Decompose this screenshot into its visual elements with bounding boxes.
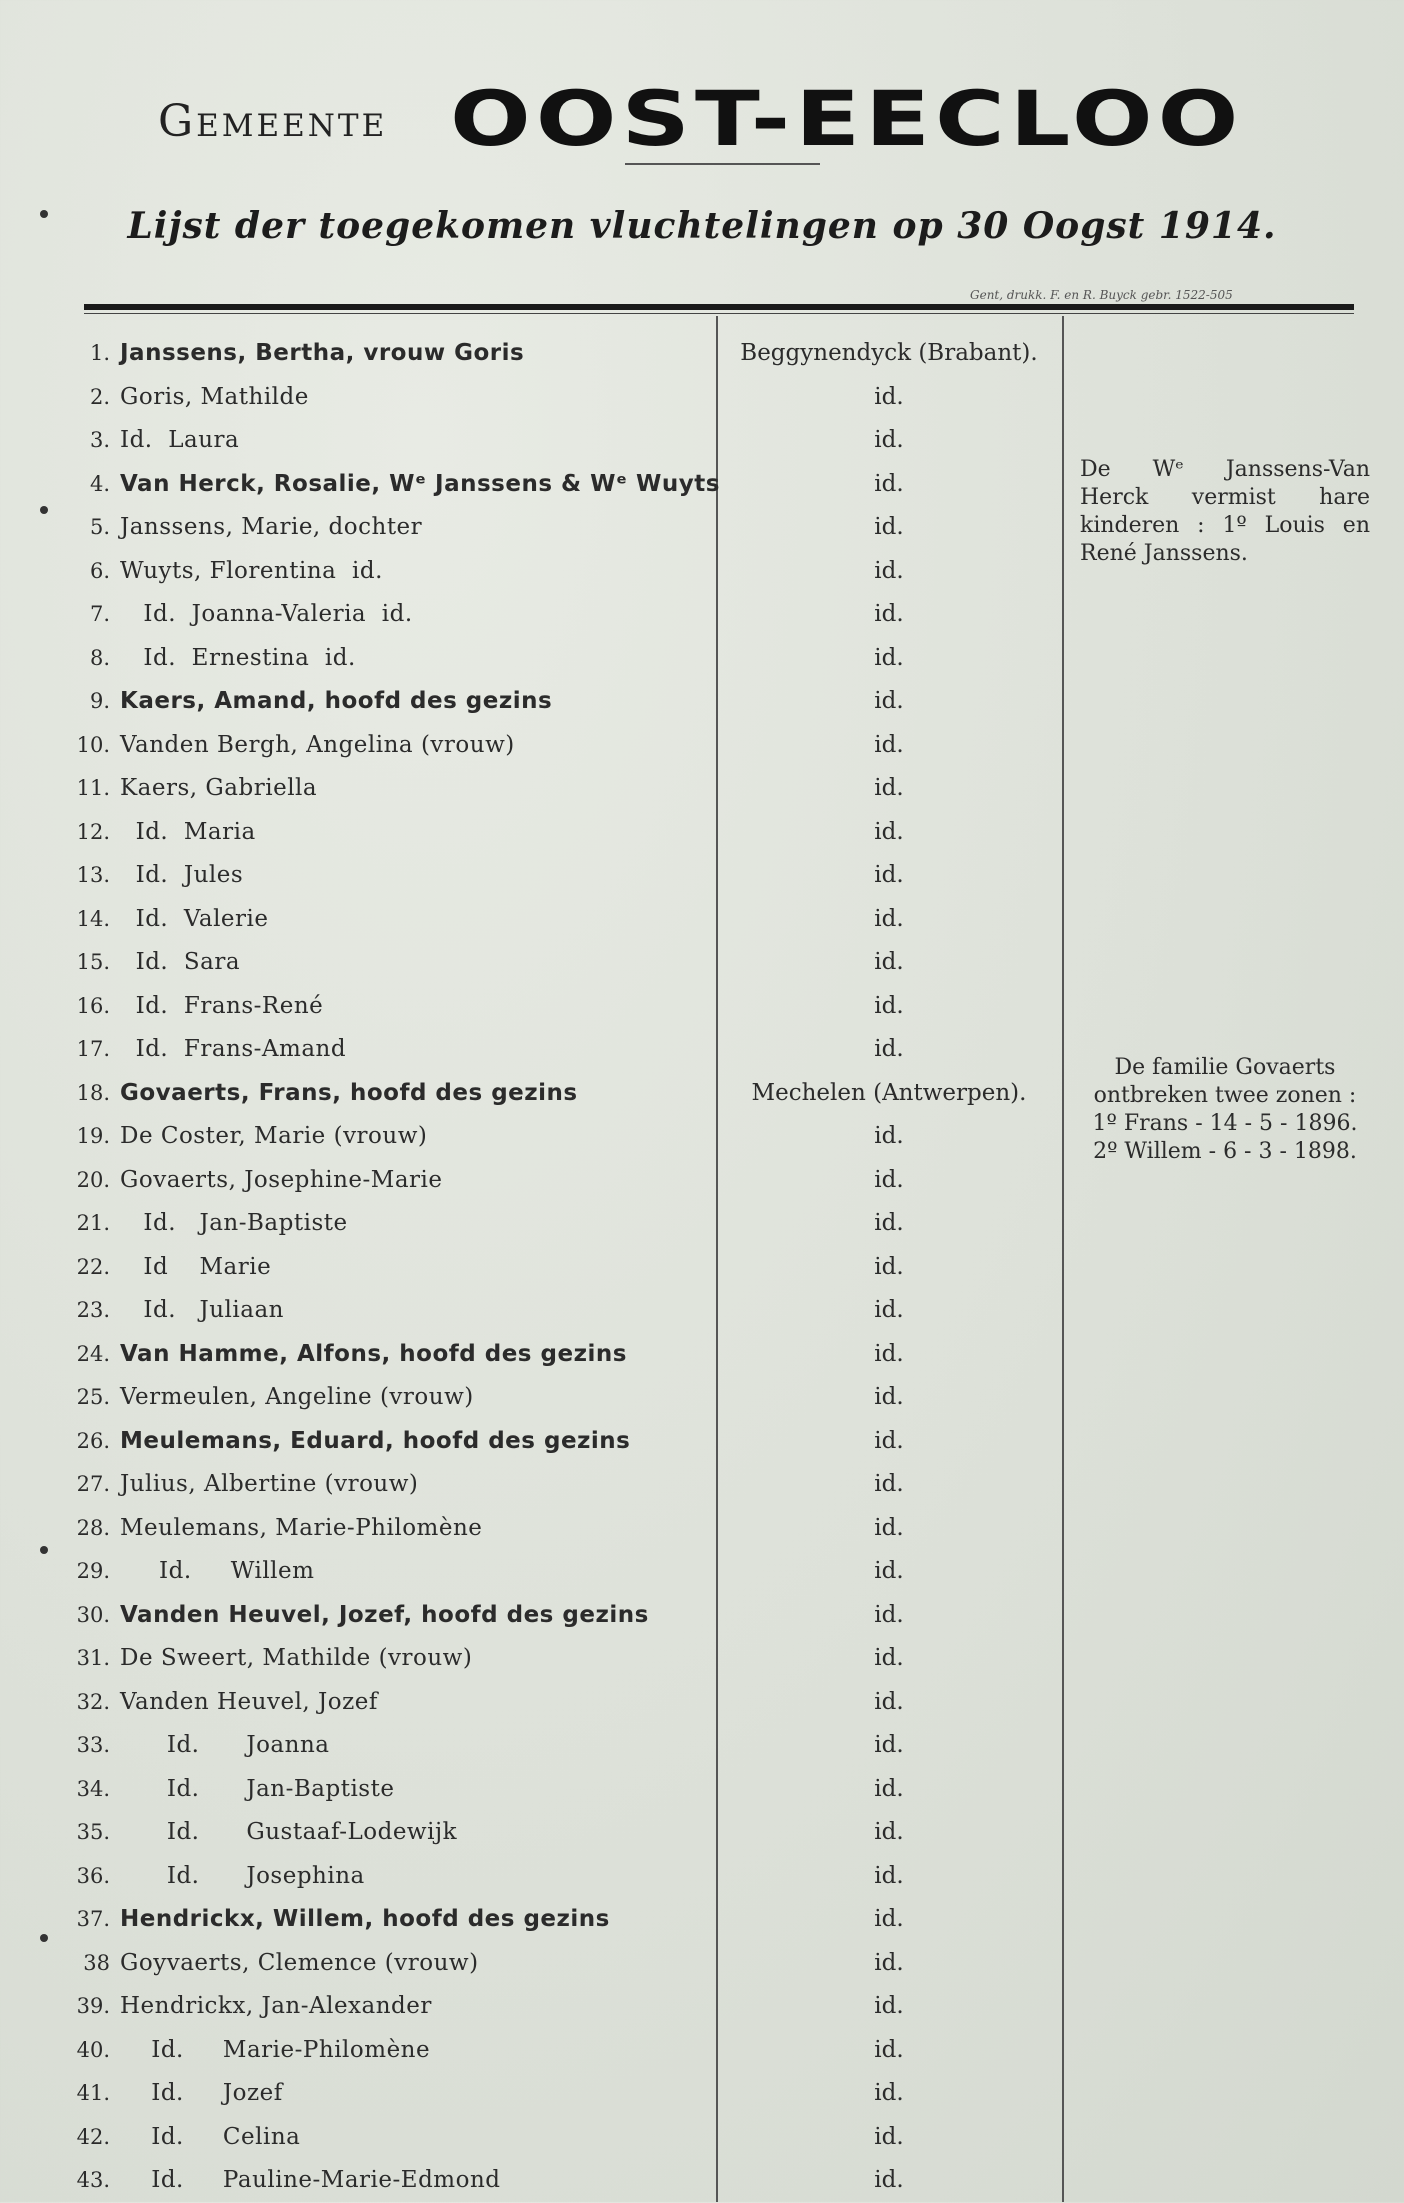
- table-row: [0, 637, 1404, 681]
- refugee-name: Goyvaerts, Clemence (vrouw): [120, 1949, 479, 1976]
- printer-imprint: Gent, drukk. F. en R. Buyck gebr. 1522-505: [970, 288, 1233, 302]
- row-number: 36.: [76, 1863, 110, 1888]
- table-row: [0, 593, 1404, 637]
- row-number: 20.: [76, 1167, 110, 1192]
- table-row: [0, 1637, 1404, 1681]
- refugee-name: Id. Jan-Baptiste: [120, 1775, 395, 1802]
- row-number: 11.: [76, 776, 110, 800]
- origin-place: id.: [874, 1297, 904, 1323]
- origin-place: id.: [874, 2080, 904, 2106]
- row-number: 4.: [89, 471, 110, 496]
- row-number: 33.: [76, 1733, 110, 1757]
- table-row: [0, 767, 1404, 811]
- table-row: [0, 1333, 1404, 1377]
- table-row: [0, 1855, 1404, 1899]
- row-number: 14.: [76, 906, 110, 931]
- note-govaerts: [1080, 1054, 1370, 1166]
- table-row: [0, 1376, 1404, 1420]
- refugee-name: Id. Valerie: [120, 905, 269, 932]
- row-number: 26.: [76, 1428, 110, 1453]
- header-rule-thick: [84, 304, 1354, 310]
- table-row: [0, 854, 1404, 898]
- row-number: 37.: [76, 1907, 110, 1931]
- refugee-name: Janssens, Marie, dochter: [120, 514, 423, 540]
- table-row: [0, 680, 1404, 724]
- refugee-name: Id. Frans-Amand: [120, 1036, 347, 1062]
- origin-place: id.: [874, 862, 904, 888]
- origin-place: id.: [874, 644, 904, 671]
- refugee-name: Govaerts, Josephine-Marie: [120, 1166, 443, 1193]
- row-number: 25.: [76, 1385, 110, 1409]
- table-row: [0, 1594, 1404, 1638]
- refugee-name: Meulemans, Eduard, hoofd des gezins: [120, 1427, 631, 1454]
- row-number: 38: [83, 1950, 110, 1975]
- refugee-name: Id. Juliaan: [120, 1297, 284, 1323]
- origin-place: id.: [874, 731, 904, 758]
- refugee-name: De Sweert, Mathilde (vrouw): [120, 1645, 473, 1671]
- refugee-name: Id. Celina: [120, 2123, 301, 2150]
- origin-place: id.: [874, 2036, 904, 2063]
- refugee-name: Vanden Heuvel, Jozef, hoofd des gezins: [120, 1601, 649, 1628]
- row-number: 12.: [76, 819, 110, 844]
- table-row: [0, 2029, 1404, 2073]
- row-number: 7.: [89, 602, 110, 626]
- refugee-name: Id. Sara: [120, 949, 241, 975]
- table-row: [0, 898, 1404, 942]
- refugee-name: Id. Willem: [120, 1558, 315, 1584]
- note-janssens: De Wᵉ Janssens-Van Herck vermist hare kinderen : 1º Louis en René Janssens.: [1080, 457, 1370, 566]
- table-row: [0, 1289, 1404, 1333]
- note-govaerts-line4: 2º Willem - 6 - 3 - 1898.: [1093, 1139, 1357, 1164]
- row-number: 2.: [89, 384, 110, 409]
- origin-place: id.: [874, 601, 904, 627]
- row-number: 35.: [76, 1820, 110, 1844]
- origin-place: Beggynendyck (Brabant).: [740, 340, 1038, 366]
- municipality-label: Gemeente: [158, 96, 388, 147]
- origin-place: id.: [874, 1601, 904, 1628]
- table-row: [0, 1550, 1404, 1594]
- row-number: 24.: [76, 1341, 110, 1366]
- refugee-name: Id. Frans-René: [120, 992, 324, 1019]
- origin-place: id.: [874, 1645, 904, 1671]
- origin-place: id.: [874, 905, 904, 932]
- refugee-name: Id. Ernestina id.: [120, 644, 356, 671]
- table-row: [0, 1463, 1404, 1507]
- origin-place: id.: [874, 1166, 904, 1193]
- refugee-name: Id. Jozef: [120, 2080, 283, 2106]
- table-row: [0, 1681, 1404, 1725]
- origin-place: id.: [874, 1384, 904, 1410]
- origin-place: id.: [874, 1993, 904, 2019]
- row-number: 32.: [76, 1689, 110, 1714]
- table-row: [0, 1768, 1404, 1812]
- origin-place: id.: [874, 557, 904, 584]
- row-number: 19.: [76, 1124, 110, 1148]
- row-number: 31.: [76, 1646, 110, 1670]
- table-row: [0, 1507, 1404, 1551]
- row-number: 16.: [76, 993, 110, 1018]
- table-row: [0, 724, 1404, 768]
- row-number: 27.: [76, 1472, 110, 1496]
- row-number: 5.: [89, 515, 110, 539]
- title-underline: [625, 163, 820, 165]
- refugee-name: Meulemans, Marie-Philomène: [120, 1514, 483, 1541]
- row-number: 21.: [76, 1211, 110, 1235]
- origin-place: id.: [874, 992, 904, 1019]
- row-number: 6.: [89, 558, 110, 583]
- row-number: 34.: [76, 1776, 110, 1801]
- refugee-name: Van Hamme, Alfons, hoofd des gezins: [120, 1340, 627, 1367]
- origin-place: id.: [874, 1253, 904, 1280]
- origin-place: id.: [874, 427, 904, 453]
- refugee-name: Id. Gustaaf-Lodewijk: [120, 1819, 458, 1845]
- table-row: [0, 1898, 1404, 1942]
- row-number: 30.: [76, 1602, 110, 1627]
- origin-place: id.: [874, 1036, 904, 1062]
- table-row: [0, 1811, 1404, 1855]
- table-row: [0, 2072, 1404, 2116]
- refugee-name: Janssens, Bertha, vrouw Goris: [120, 340, 525, 366]
- refugee-name: Hendrickx, Jan-Alexander: [120, 1993, 432, 2019]
- refugee-name: Id. Jan-Baptiste: [120, 1210, 348, 1236]
- row-number: 42.: [76, 2124, 110, 2149]
- row-number: 13.: [76, 863, 110, 887]
- origin-place: id.: [874, 1123, 904, 1149]
- refugee-name: Van Herck, Rosalie, Wᵉ Janssens & Wᵉ Wuyts: [120, 470, 720, 497]
- note-govaerts-line1: De familie Govaerts: [1114, 1055, 1336, 1080]
- origin-place: id.: [874, 688, 904, 714]
- row-number: 39.: [76, 1994, 110, 2018]
- refugee-name: De Coster, Marie (vrouw): [120, 1123, 428, 1149]
- refugee-name: Govaerts, Frans, hoofd des gezins: [120, 1079, 578, 1106]
- origin-place: id.: [874, 1558, 904, 1584]
- table-row: [0, 1724, 1404, 1768]
- refugee-name: Kaers, Gabriella: [120, 775, 318, 801]
- refugee-name: Vermeulen, Angeline (vrouw): [120, 1384, 474, 1410]
- refugee-name: Id. Maria: [120, 818, 256, 845]
- refugee-name: Vanden Heuvel, Jozef: [120, 1688, 378, 1715]
- row-number: 8.: [89, 645, 110, 670]
- origin-place: id.: [874, 1340, 904, 1367]
- origin-place: id.: [874, 2123, 904, 2150]
- table-row: [0, 811, 1404, 855]
- refugee-name: Id Marie: [120, 1253, 272, 1280]
- row-number: 1.: [89, 341, 110, 365]
- row-number: 41.: [76, 2081, 110, 2105]
- table-row: [0, 941, 1404, 985]
- refugee-name: Goris, Mathilde: [120, 383, 309, 410]
- origin-place: id.: [874, 1688, 904, 1715]
- table-row: [0, 376, 1404, 420]
- row-number: 22.: [76, 1254, 110, 1279]
- refugee-list: [0, 332, 1404, 2203]
- refugee-name: Id. Josephina: [120, 1862, 365, 1889]
- origin-place: id.: [874, 1514, 904, 1541]
- table-row: [0, 1246, 1404, 1290]
- origin-place: id.: [874, 1775, 904, 1802]
- refugee-name: Hendrickx, Willem, hoofd des gezins: [120, 1906, 610, 1932]
- table-row: [0, 2116, 1404, 2160]
- header-rule-thin: [84, 313, 1354, 314]
- refugee-name: Id. Pauline-Marie-Edmond: [120, 2167, 501, 2193]
- row-number: 18.: [76, 1080, 110, 1105]
- row-number: 17.: [76, 1037, 110, 1061]
- refugee-name: Id. Laura: [120, 427, 240, 453]
- row-number: 40.: [76, 2037, 110, 2062]
- origin-place: id.: [874, 383, 904, 410]
- row-number: 43.: [76, 2168, 110, 2192]
- refugee-name: Vanden Bergh, Angelina (vrouw): [120, 731, 515, 758]
- row-number: 3.: [89, 428, 110, 452]
- table-row: [0, 1985, 1404, 2029]
- table-row: [0, 2159, 1404, 2203]
- origin-place: id.: [874, 1862, 904, 1889]
- origin-place: id.: [874, 818, 904, 845]
- table-row: [0, 1420, 1404, 1464]
- origin-place: id.: [874, 775, 904, 801]
- town-name: OOST-EECLOO: [450, 74, 1244, 163]
- refugee-name: Id. Jules: [120, 862, 244, 888]
- row-number: 9.: [89, 689, 110, 713]
- origin-place: id.: [874, 1471, 904, 1497]
- punch-hole: [40, 210, 48, 218]
- origin-place: id.: [874, 949, 904, 975]
- document-subtitle: Lijst der toegekomen vluchtelingen op 30 Oogst 1914.: [127, 205, 1277, 247]
- origin-place: id.: [874, 470, 904, 497]
- table-row: [0, 332, 1404, 376]
- row-number: 10.: [76, 732, 110, 757]
- refugee-name: Id. Marie-Philomène: [120, 2036, 431, 2063]
- origin-place: id.: [874, 1949, 904, 1976]
- row-number: 28.: [76, 1515, 110, 1540]
- table-row: [0, 985, 1404, 1029]
- refugee-name: Wuyts, Florentina id.: [120, 557, 383, 584]
- note-govaerts-line3: 1º Frans - 14 - 5 - 1896.: [1092, 1111, 1358, 1136]
- row-number: 23.: [76, 1298, 110, 1322]
- origin-place: id.: [874, 1906, 904, 1932]
- origin-place: id.: [874, 514, 904, 540]
- row-number: 15.: [76, 950, 110, 974]
- table-row: [0, 1942, 1404, 1986]
- origin-place: id.: [874, 1210, 904, 1236]
- refugee-name: Id. Joanna-Valeria id.: [120, 601, 413, 627]
- refugee-name: Julius, Albertine (vrouw): [120, 1471, 419, 1497]
- origin-place: id.: [874, 1819, 904, 1845]
- origin-place: id.: [874, 1427, 904, 1454]
- origin-place: Mechelen (Antwerpen).: [751, 1079, 1027, 1106]
- row-number: 29.: [76, 1559, 110, 1583]
- refugee-name: Kaers, Amand, hoofd des gezins: [120, 688, 553, 714]
- note-govaerts-line2: ontbreken twee zonen :: [1093, 1083, 1357, 1108]
- table-row: [0, 1202, 1404, 1246]
- origin-place: id.: [874, 1732, 904, 1758]
- origin-place: id.: [874, 2167, 904, 2193]
- refugee-name: Id. Joanna: [120, 1732, 330, 1758]
